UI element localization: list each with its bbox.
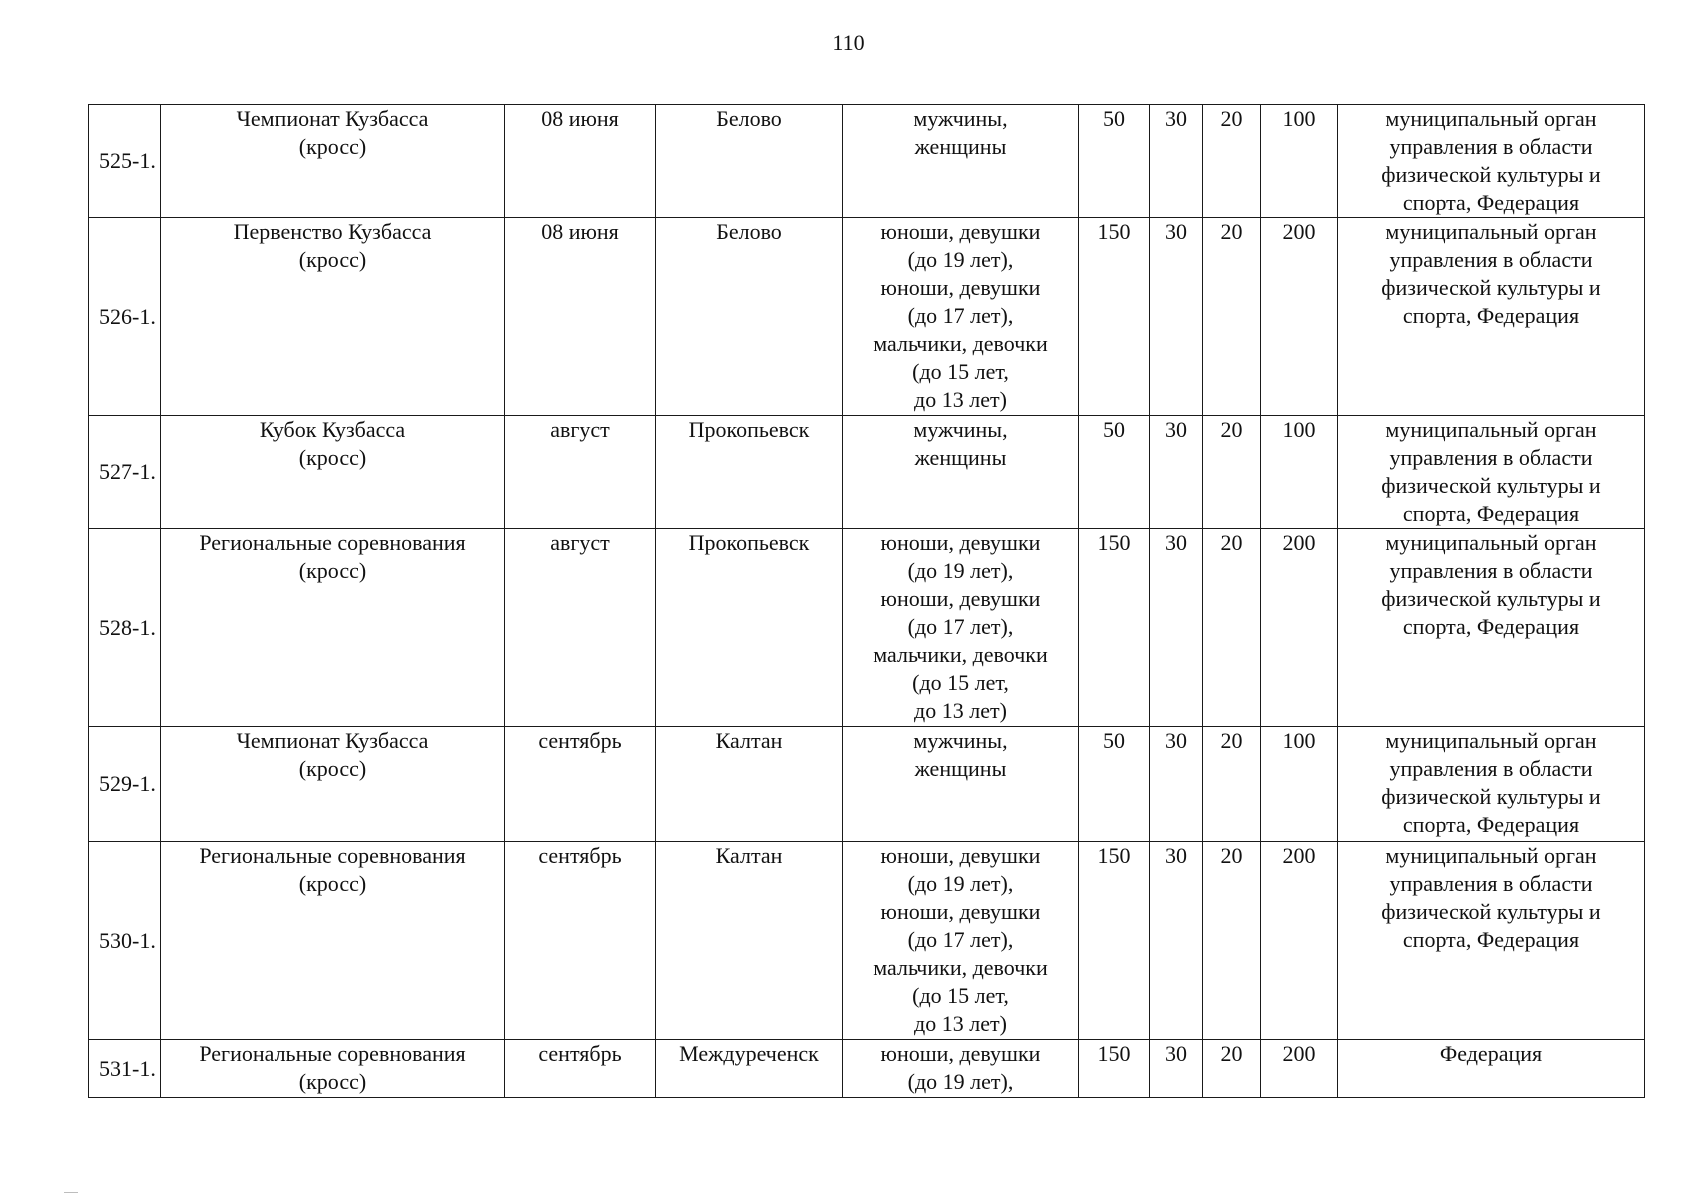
category-line: (до 15 лет, [912, 670, 1009, 695]
organizer-line: муниципальный орган [1385, 728, 1597, 753]
event-name-line: (кросс) [298, 134, 367, 159]
value-1-cell: 50 [1079, 416, 1150, 529]
date-cell: август [505, 416, 656, 529]
category-line: юноши, девушки [880, 899, 1041, 924]
place-cell: Прокопьевск [656, 529, 843, 727]
category-line: (до 19 лет), [907, 247, 1014, 272]
row-number-cell: 531-1. [89, 1040, 161, 1098]
category-cell [843, 218, 1079, 416]
date-cell: сентябрь [505, 1040, 656, 1098]
event-name-line: Чемпионат Кузбасса [236, 106, 429, 131]
value-4-cell: 100 [1261, 416, 1338, 529]
date-cell: сентябрь [505, 727, 656, 842]
organizer-line: спорта, Федерация [1402, 501, 1580, 526]
page-number: 110 [832, 30, 865, 55]
event-name-cell [161, 105, 505, 218]
category-cell [843, 105, 1079, 218]
value-2-cell: 30 [1150, 218, 1203, 416]
organizer-cell [1338, 1040, 1645, 1098]
category-line: (до 19 лет), [907, 1069, 1014, 1094]
category-line: (до 19 лет), [907, 871, 1014, 896]
category-cell [843, 416, 1079, 529]
value-2-cell: 30 [1150, 105, 1203, 218]
event-name-line: Региональные соревнования [199, 530, 466, 555]
organizer-line: физической культуры и [1381, 275, 1601, 300]
table-row [89, 529, 1645, 727]
event-name-cell [161, 416, 505, 529]
value-2-cell: 30 [1150, 842, 1203, 1040]
row-number-cell: 528-1. [89, 529, 161, 727]
organizer-line: спорта, Федерация [1402, 190, 1580, 215]
schedule-table-body [89, 105, 1645, 1098]
category-line: мальчики, девочки [873, 331, 1048, 356]
value-4-cell: 100 [1261, 105, 1338, 218]
value-4-cell: 100 [1261, 727, 1338, 842]
category-line: (до 17 лет), [907, 614, 1014, 639]
event-name-cell [161, 727, 505, 842]
category-line: мальчики, девочки [873, 642, 1048, 667]
organizer-line: физической культуры и [1381, 473, 1601, 498]
category-line: юноши, девушки [880, 219, 1041, 244]
table-row [89, 727, 1645, 842]
category-line: до 13 лет) [914, 698, 1007, 723]
value-1-cell: 50 [1079, 727, 1150, 842]
date-cell: 08 июня [505, 105, 656, 218]
value-3-cell: 20 [1203, 842, 1261, 1040]
category-line: юноши, девушки [880, 586, 1041, 611]
event-name-line: Кубок Кузбасса [259, 417, 406, 442]
organizer-cell [1338, 105, 1645, 218]
category-line: женщины [914, 756, 1007, 781]
category-cell [843, 529, 1079, 727]
value-1-cell: 150 [1079, 218, 1150, 416]
event-name-line: Региональные соревнования [199, 1041, 466, 1066]
event-name-line: (кросс) [298, 558, 367, 583]
value-4-cell: 200 [1261, 842, 1338, 1040]
value-2-cell: 30 [1150, 1040, 1203, 1098]
organizer-line: управления в области [1389, 871, 1593, 896]
organizer-cell [1338, 218, 1645, 416]
organizer-line: управления в области [1389, 756, 1593, 781]
table-row [89, 218, 1645, 416]
row-number-cell: 525-1. [89, 105, 161, 218]
event-name-cell [161, 529, 505, 727]
value-3-cell: 20 [1203, 218, 1261, 416]
organizer-line: спорта, Федерация [1402, 614, 1580, 639]
organizer-line: управления в области [1389, 445, 1593, 470]
row-number-cell: 526-1. [89, 218, 161, 416]
organizer-line: спорта, Федерация [1402, 812, 1580, 837]
value-1-cell: 150 [1079, 529, 1150, 727]
value-3-cell: 20 [1203, 529, 1261, 727]
category-cell [843, 1040, 1079, 1098]
row-number-cell: 527-1. [89, 416, 161, 529]
category-line: (до 17 лет), [907, 303, 1014, 328]
event-name-line: Региональные соревнования [199, 843, 466, 868]
organizer-cell [1338, 529, 1645, 727]
category-line: юноши, девушки [880, 843, 1041, 868]
organizer-line: муниципальный орган [1385, 219, 1597, 244]
schedule-table [88, 104, 1645, 1098]
organizer-cell [1338, 416, 1645, 529]
category-cell [843, 842, 1079, 1040]
category-line: женщины [914, 445, 1007, 470]
row-number-cell: 529-1. [89, 727, 161, 842]
organizer-cell [1338, 727, 1645, 842]
event-name-line: Чемпионат Кузбасса [236, 728, 429, 753]
category-line: юноши, девушки [880, 1041, 1041, 1066]
organizer-line: муниципальный орган [1385, 417, 1597, 442]
date-cell: 08 июня [505, 218, 656, 416]
category-line: мужчины, [913, 106, 1008, 131]
value-2-cell: 30 [1150, 416, 1203, 529]
organizer-cell [1338, 842, 1645, 1040]
table-row [89, 105, 1645, 218]
category-line: (до 15 лет, [912, 983, 1009, 1008]
place-cell: Калтан [656, 727, 843, 842]
organizer-line: муниципальный орган [1385, 530, 1597, 555]
date-cell: август [505, 529, 656, 727]
category-line: юноши, девушки [880, 530, 1041, 555]
organizer-line: физической культуры и [1381, 586, 1601, 611]
value-4-cell: 200 [1261, 529, 1338, 727]
value-3-cell: 20 [1203, 105, 1261, 218]
category-line: (до 19 лет), [907, 558, 1014, 583]
place-cell: Прокопьевск [656, 416, 843, 529]
corner-mark [64, 1192, 78, 1193]
organizer-line: спорта, Федерация [1402, 303, 1580, 328]
category-cell [843, 727, 1079, 842]
value-3-cell: 20 [1203, 1040, 1261, 1098]
category-line: (до 17 лет), [907, 927, 1014, 952]
event-name-line: (кросс) [298, 1069, 367, 1094]
value-1-cell: 150 [1079, 1040, 1150, 1098]
value-3-cell: 20 [1203, 416, 1261, 529]
value-1-cell: 50 [1079, 105, 1150, 218]
organizer-line: физической культуры и [1381, 784, 1601, 809]
organizer-line: управления в области [1389, 247, 1593, 272]
category-line: мальчики, девочки [873, 955, 1048, 980]
category-line: женщины [914, 134, 1007, 159]
value-2-cell: 30 [1150, 727, 1203, 842]
category-line: юноши, девушки [880, 275, 1041, 300]
organizer-line: муниципальный орган [1385, 106, 1597, 131]
organizer-line: физической культуры и [1381, 162, 1601, 187]
category-line: до 13 лет) [914, 387, 1007, 412]
event-name-line: Первенство Кузбасса [233, 219, 432, 244]
table-row [89, 1040, 1645, 1098]
value-1-cell: 150 [1079, 842, 1150, 1040]
organizer-line: муниципальный орган [1385, 843, 1597, 868]
category-line: (до 15 лет, [912, 359, 1009, 384]
event-name-line: (кросс) [298, 247, 367, 272]
event-name-cell [161, 1040, 505, 1098]
organizer-line: физической культуры и [1381, 899, 1601, 924]
event-name-line: (кросс) [298, 871, 367, 896]
row-number-cell: 530-1. [89, 842, 161, 1040]
value-3-cell: 20 [1203, 727, 1261, 842]
place-cell: Калтан [656, 842, 843, 1040]
organizer-line: управления в области [1389, 558, 1593, 583]
value-4-cell: 200 [1261, 1040, 1338, 1098]
event-name-line: (кросс) [298, 445, 367, 470]
organizer-line: Федерация [1439, 1041, 1543, 1066]
place-cell: Белово [656, 105, 843, 218]
category-line: мужчины, [913, 728, 1008, 753]
table-row [89, 416, 1645, 529]
place-cell: Междуреченск [656, 1040, 843, 1098]
date-cell: сентябрь [505, 842, 656, 1040]
table-row [89, 842, 1645, 1040]
organizer-line: управления в области [1389, 134, 1593, 159]
place-cell: Белово [656, 218, 843, 416]
event-name-cell [161, 842, 505, 1040]
value-4-cell: 200 [1261, 218, 1338, 416]
organizer-line: спорта, Федерация [1402, 927, 1580, 952]
value-2-cell: 30 [1150, 529, 1203, 727]
category-line: мужчины, [913, 417, 1008, 442]
category-line: до 13 лет) [914, 1011, 1007, 1036]
event-name-line: (кросс) [298, 756, 367, 781]
event-name-cell [161, 218, 505, 416]
